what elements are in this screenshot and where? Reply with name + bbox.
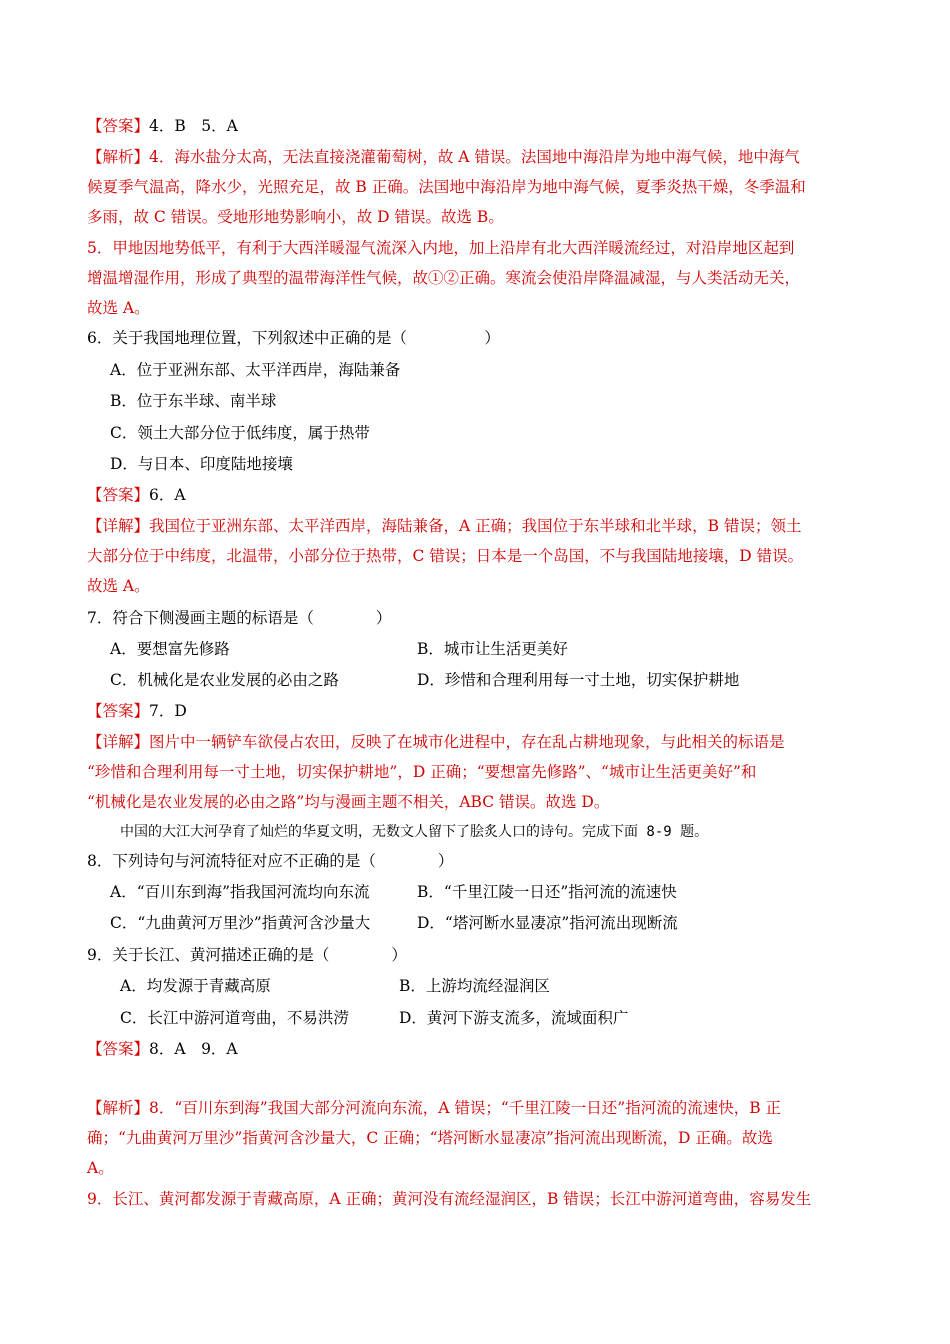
question-stem-8-9: 中国的大江大河孕育了灿烂的华夏文明，无数文人留下了脍炙人口的诗句。完成下面 8-9 题。 (120, 824, 709, 840)
detail-line (87, 732, 864, 752)
detail-label: 【详解】 (87, 517, 150, 535)
analysis-line (87, 1098, 864, 1118)
option-7c: C．机械化是农业发展的必由之路 (110, 671, 339, 689)
answer-text: 7．D (149, 702, 187, 720)
answer-label: 【答案】 (87, 1040, 150, 1058)
option-6c: C．领土大部分位于低纬度，属于热带 (110, 424, 370, 442)
answer-line-q8-9 (87, 1039, 864, 1059)
analysis-text: 8．“百川东到海”我国大部分河流向东流，A 错误；“千里江陵一日还”指河流的流速快，B 正 (149, 1099, 782, 1117)
detail-label: 【详解】 (87, 733, 150, 751)
option-7b: B．城市让生活更美好 (417, 640, 568, 658)
detail-line: 故选 A。 (87, 577, 150, 595)
analysis-text: 4．海水盐分太高，无法直接浇灌葡萄树，故 A 错误。法国地中海沿岸为地中海气候，地中海气 (149, 148, 800, 166)
analysis-line: 多雨，故 C 错误。受地形地势影响小，故 D 错误。故选 B。 (87, 208, 504, 226)
question-7: 7．符合下侧漫画主题的标语是（ ） (87, 609, 392, 627)
answer-text: 6．A (149, 486, 186, 504)
option-6a: A．位于亚洲东部、太平洋西岸，海陆兼备 (110, 361, 401, 379)
question-9: 9．关于长江、黄河描述正确的是（ ） (87, 946, 407, 964)
answer-line-q4-5 (87, 116, 864, 136)
answer-line-q6 (87, 485, 864, 505)
analysis-line: 确；“九曲黄河万里沙”指黄河含沙量大，C 正确；“塔河断水显凄凉”指河流出现断流，D 正确。故选 (87, 1129, 773, 1147)
option-8d: D．“塔河断水显凄凉”指河流出现断流 (417, 914, 678, 932)
analysis-line (87, 147, 864, 167)
detail-text: 图片中一辆铲车欲侵占农田，反映了在城市化进程中，存在乱占耕地现象，与此相关的标语是 (149, 733, 785, 751)
detail-text: 我国位于亚洲东部、太平洋西岸，海陆兼备，A 正确；我国位于东半球和北半球，B 错误；领土 (149, 517, 802, 535)
detail-line: “珍惜和合理利用每一寸土地，切实保护耕地”，D 正确；“要想富先修路”、“城市让生活更美好”和 (87, 763, 757, 781)
analysis-line: A。 (87, 1159, 114, 1177)
option-6d: D．与日本、印度陆地接壤 (110, 455, 293, 473)
option-7a: A．要想富先修路 (110, 640, 230, 658)
question-6: 6．关于我国地理位置，下列叙述中正确的是（ ） (87, 329, 500, 347)
answer-text: 4．B 5．A (149, 117, 238, 135)
detail-line: 大部分位于中纬度，北温带，小部分位于热带，C 错误；日本是一个岛国，不与我国陆地接壤，D 错误。 (87, 547, 804, 565)
option-9b: B．上游均流经湿润区 (399, 977, 550, 995)
analysis-line: 候夏季气温高，降水少，光照充足，故 B 正确。法国地中海沿岸为地中海气候，夏季炎热干燥，冬季温和 (87, 178, 806, 196)
option-8a: A．“百川东到海”指我国河流均向东流 (110, 883, 370, 901)
answer-line-q7 (87, 701, 864, 721)
analysis-label: 【解析】 (87, 1099, 150, 1117)
detail-line: “机械化是农业发展的必由之路”均与漫画主题不相关，ABC 错误。故选 D。 (87, 793, 610, 811)
option-9c: C．长江中游河道弯曲，不易洪涝 (120, 1009, 349, 1027)
option-8c: C．“九曲黄河万里沙”指黄河含沙量大 (110, 914, 371, 932)
question-8: 8．下列诗句与河流特征对应不正确的是（ ） (87, 852, 454, 870)
answer-text: 8．A 9．A (149, 1040, 238, 1058)
option-7d: D．珍惜和合理利用每一寸土地，切实保护耕地 (417, 671, 740, 689)
answer-label: 【答案】 (87, 117, 150, 135)
analysis-line: 9．长江、黄河都发源于青藏高原，A 正确；黄河没有流经湿润区，B 错误；长江中游河道弯曲，容易发生 (87, 1190, 812, 1208)
option-9a: A．均发源于青藏高原 (120, 977, 271, 995)
option-8b: B．“千里江陵一日还”指河流的流速快 (417, 883, 677, 901)
analysis-label: 【解析】 (87, 148, 150, 166)
analysis-line: 增温增湿作用，形成了典型的温带海洋性气候，故①②正确。寒流会使沿岸降温减湿，与人类活动无关， (87, 269, 801, 287)
option-9d: D．黄河下游支流多，流域面积广 (399, 1009, 629, 1027)
analysis-line: 故选 A。 (87, 299, 150, 317)
option-6b: B．位于东半球、南半球 (110, 392, 277, 410)
answer-label: 【答案】 (87, 486, 150, 504)
detail-line (87, 516, 864, 536)
analysis-line: 5．甲地因地势低平，有利于大西洋暖湿气流深入内地，加上沿岸有北大西洋暖流经过，对沿岸地区起到 (87, 239, 795, 257)
answer-label: 【答案】 (87, 702, 150, 720)
